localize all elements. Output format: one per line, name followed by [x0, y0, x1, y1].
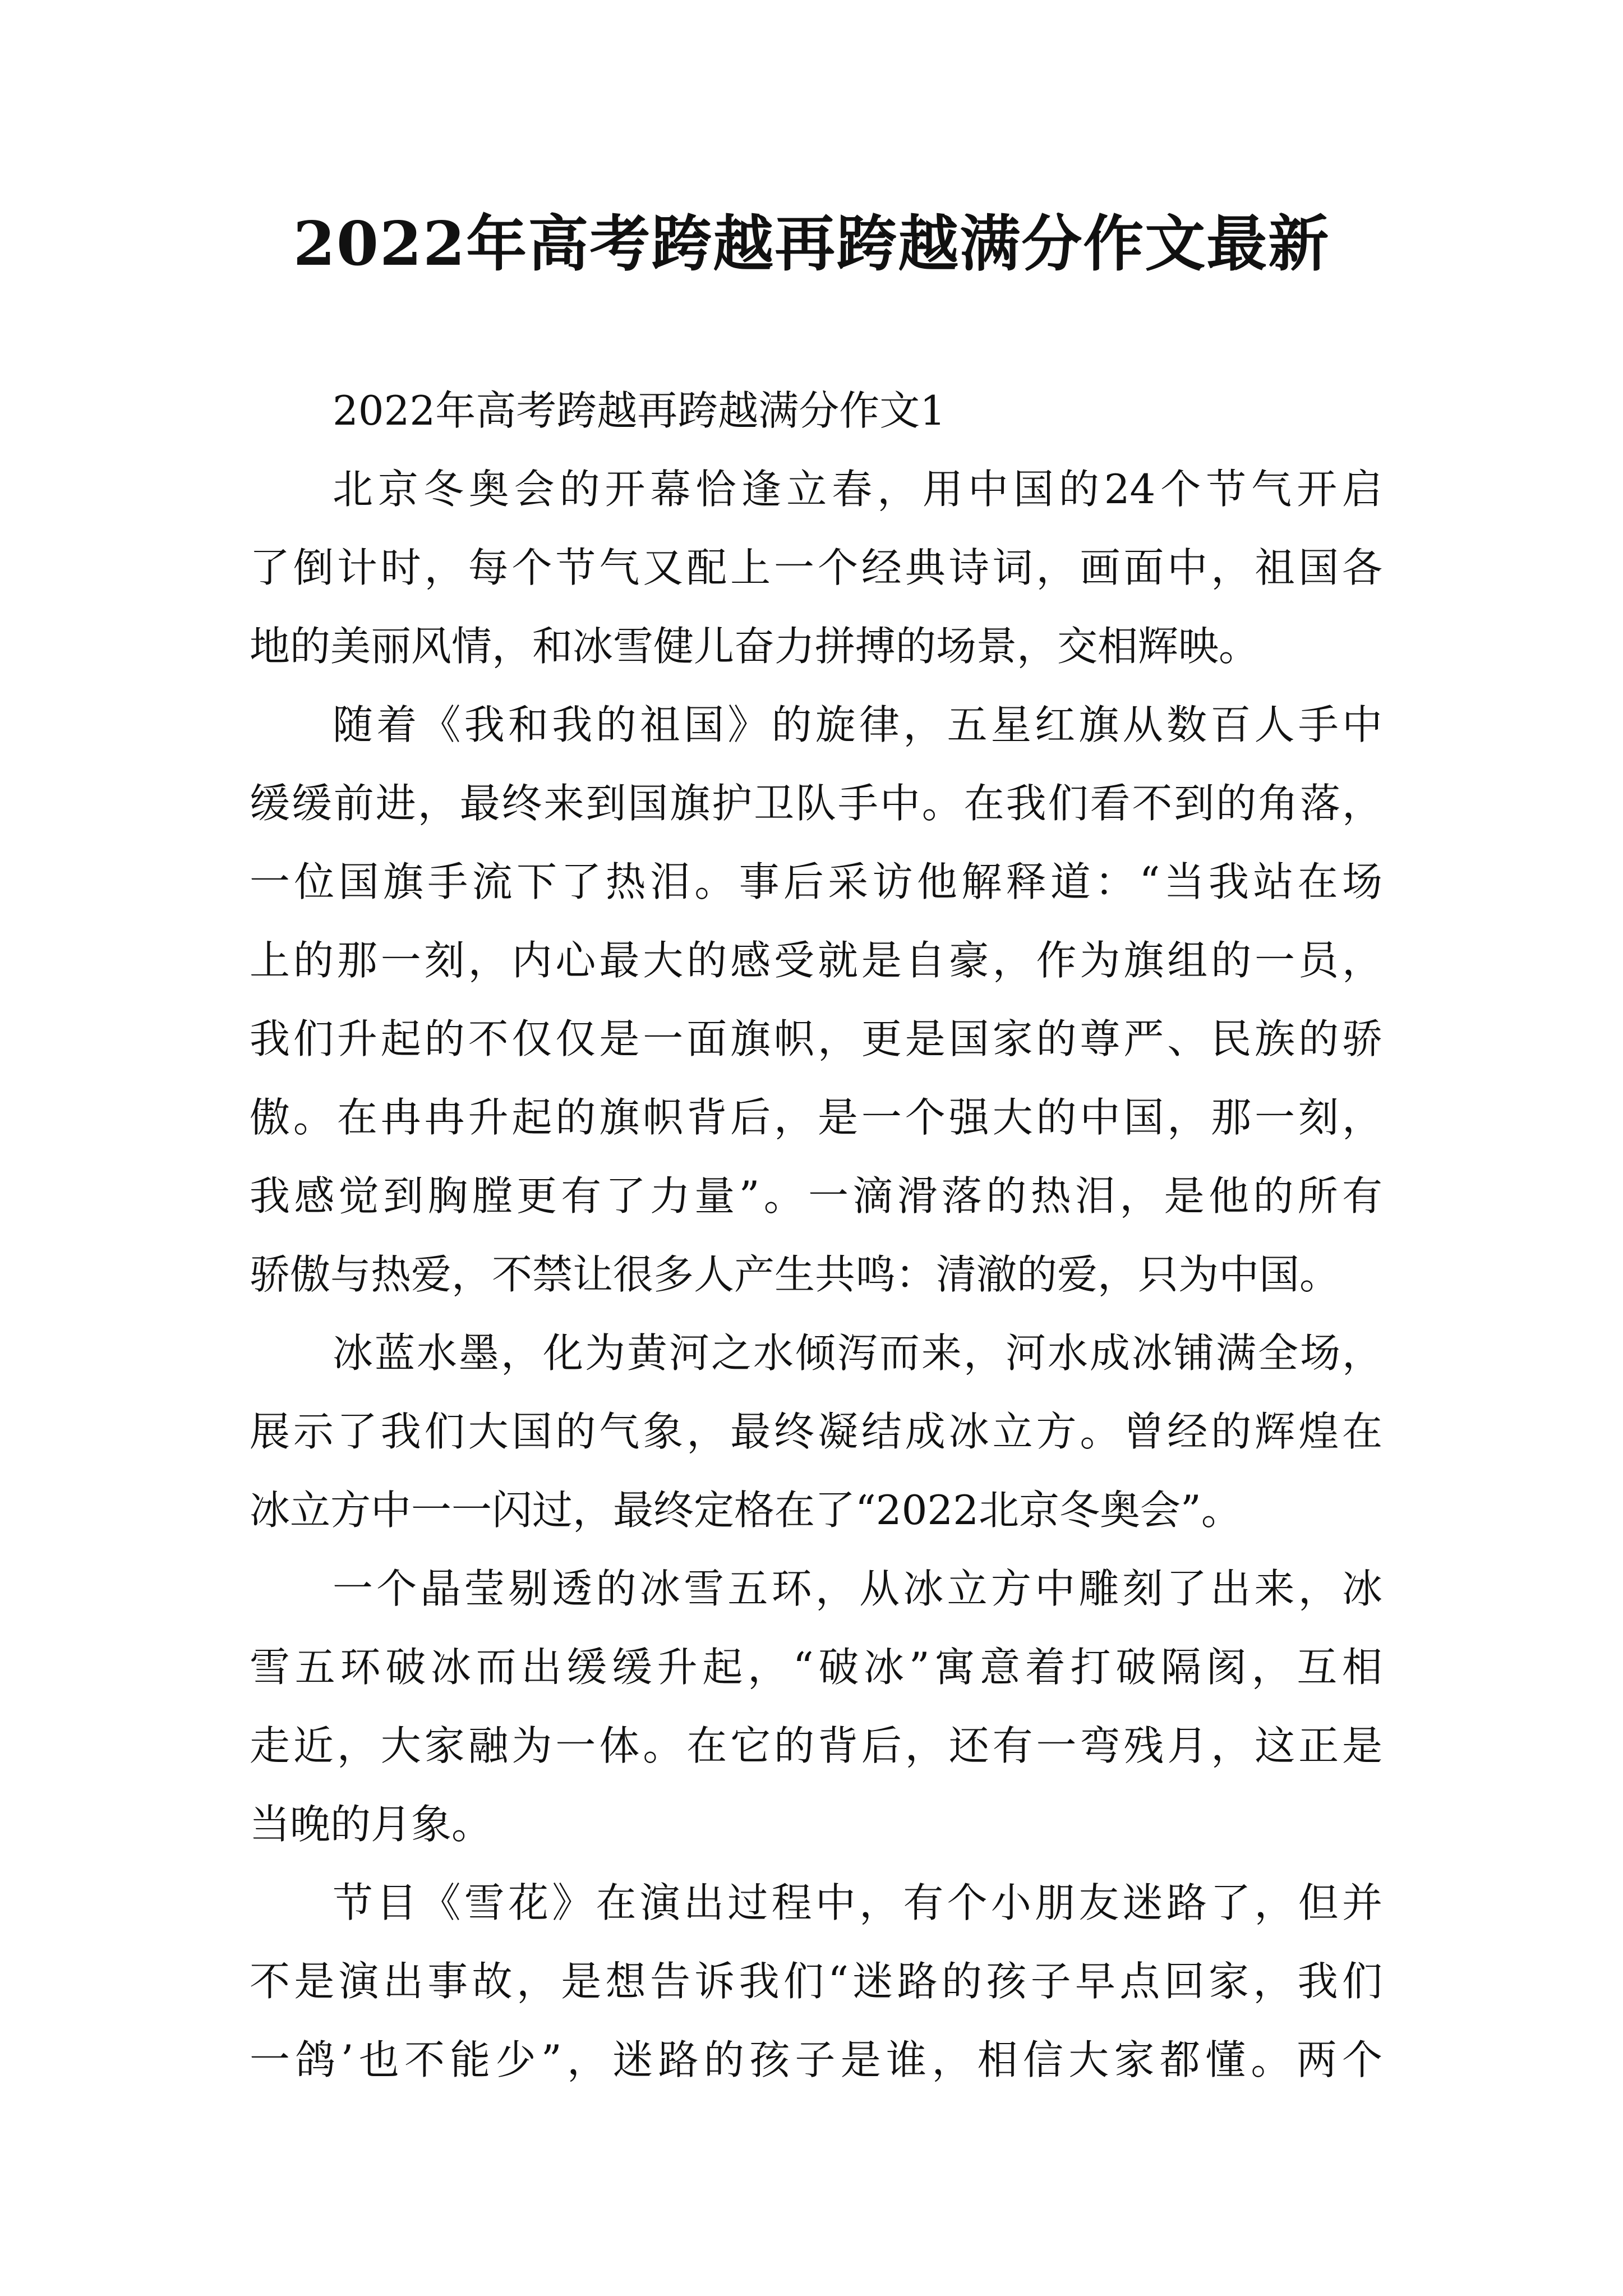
paragraph-3: [250, 1314, 1382, 1549]
paragraph-line: 随着《我和我的祖国》的旋律，五星红旗从数百人手中: [333, 701, 1382, 748]
paragraph-line: 北京冬奥会的开幕恰逢立春，用中国的24个节气开启: [333, 466, 1382, 513]
paragraph-line: 冰蓝水墨，化为黄河之水倾泻而来，河水成冰铺满全场，: [333, 1329, 1382, 1377]
document-title: 2022年高考跨越再跨越满分作文最新: [293, 209, 1330, 279]
paragraph-line: 一个晶莹剔透的冰雪五环，从冰立方中雕刻了出来，冰: [333, 1565, 1382, 1612]
paragraph-line: 骄傲与热爱，不禁让很多人产生共鸣：清澈的爱，只为中国。: [250, 1251, 1340, 1298]
paragraph-line: 雪五环破冰而出缓缓升起，“破冰”寓意着打破隔阂，互相: [250, 1644, 1382, 1691]
paragraph-line: 节目《雪花》在演出过程中，有个小朋友迷路了，但并: [333, 1879, 1382, 1926]
paragraph-line: 我们升起的不仅仅是一面旗帜，更是国家的尊严、民族的骄: [250, 1015, 1382, 1062]
paragraph-line: 缓缓前进，最终来到国旗护卫队手中。在我们看不到的角落，: [250, 780, 1382, 827]
section-heading: 2022年高考跨越再跨越满分作文1: [333, 387, 946, 434]
paragraph-line: 走近，大家融为一体。在它的背后，还有一弯残月，这正是: [250, 1722, 1382, 1769]
paragraph-4: [250, 1549, 1382, 1864]
paragraph-line: 了倒计时，每个节气又配上一个经典诗词，画面中，祖国各: [250, 544, 1382, 591]
paragraph-line: 一鸽’也不能少”，迷路的孩子是谁，相信大家都懂。两个: [250, 2036, 1382, 2083]
paragraph-line: 我感觉到胸膛更有了力量”。一滴滑落的热泪，是他的所有: [250, 1172, 1382, 1220]
paragraph-line: 地的美丽风情，和冰雪健儿奋力拼搏的场景，交相辉映。: [250, 623, 1260, 670]
paragraph-line: 不是演出事故，是想告诉我们“迷路的孩子早点回家，我们: [250, 1958, 1382, 2005]
paragraph-5: [250, 1864, 1382, 2099]
paragraph-line: 冰立方中一一闪过，最终定格在了“2022北京冬奥会”。: [250, 1487, 1242, 1534]
document-body: [250, 371, 1382, 2099]
paragraph-2: [250, 685, 1382, 1314]
paragraph-1: [250, 450, 1382, 685]
paragraph-line: 当晚的月象。: [250, 1801, 492, 1848]
paragraph-line: 一位国旗手流下了热泪。事后采访他解释道：“当我站在场: [250, 858, 1382, 905]
paragraph-line: 上的那一刻，内心最大的感受就是自豪，作为旗组的一员，: [250, 937, 1382, 984]
paragraph-line: 傲。在冉冉升起的旗帜背后，是一个强大的中国，那一刻，: [250, 1094, 1382, 1141]
paragraph-line: 展示了我们大国的气象，最终凝结成冰立方。曾经的辉煌在: [250, 1408, 1382, 1455]
